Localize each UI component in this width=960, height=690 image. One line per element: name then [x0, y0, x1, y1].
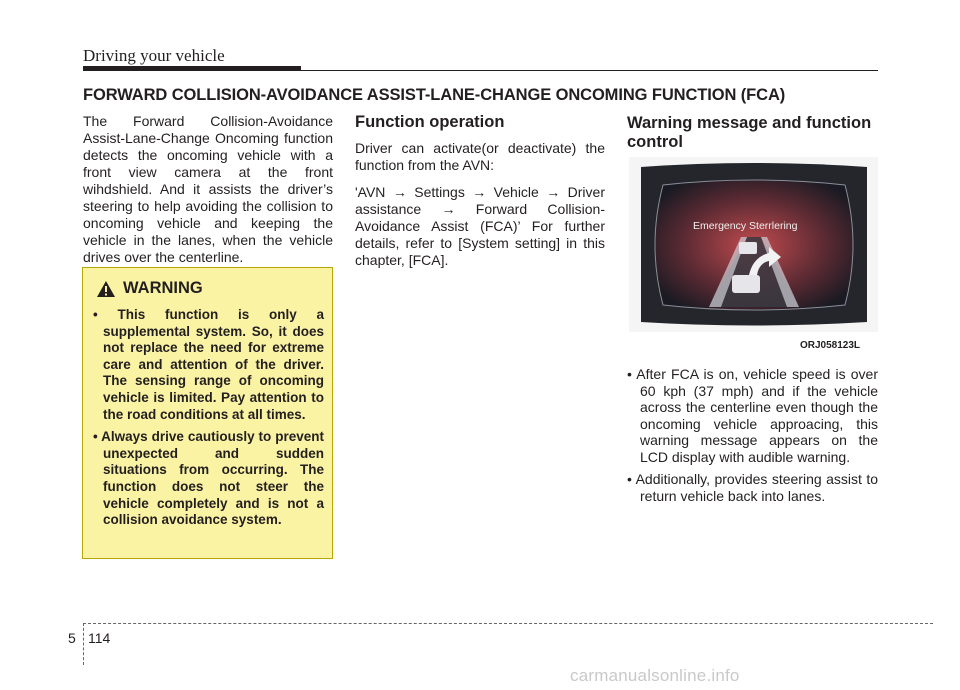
warning-item: • Always drive cautiously to prevent unexpected and sudden situations from occurring. The function does not steer the vehicle completely and is not a collision avoidance system.: [93, 429, 324, 528]
warning-title: WARNING: [123, 279, 203, 297]
warning-box: [82, 267, 333, 559]
section-label: Driving your vehicle: [83, 46, 225, 65]
cluster-display-figure: [629, 157, 878, 332]
function-operation-heading: Function operation: [355, 113, 505, 131]
footer-divider: [83, 623, 84, 665]
page-number: 114: [88, 630, 111, 646]
function-operation-para1: Driver can activate(or deactivate) the function from the AVN:: [355, 140, 605, 173]
cluster-display-text: Emergency Sterrlering: [693, 220, 798, 232]
warning-list: [93, 307, 324, 535]
header-rule: [83, 70, 878, 71]
warning-header: [97, 279, 203, 298]
warning-item: • This function is only a supplemental system. So, it does not replace the need for extreme care and attention of the driver. The sensing range of oncoming vehicle is limited. Pay attention to the road conditions at all times.: [93, 307, 324, 422]
warning-message-heading: Warning message and function control: [627, 114, 872, 151]
intro-paragraph: The Forward Collision-Avoidance Assist-Lane-Change Oncoming function detects the oncoming vehicle with a front view camera at the front wihdshield. And it assists the driver’s steering to help avoiding the collision to oncoming vehicle and keeping the vehicle in the lanes, when the vehicle drives over the centerline.: [83, 113, 333, 265]
chapter-number: 5: [68, 630, 76, 646]
bullet-item: • Additionally, provides steering assist to return vehicle back into lanes.: [627, 471, 878, 504]
bullet-item: • After FCA is on, vehicle speed is over 60 kph (37 mph) and if the vehicle across the centerline even though the oncoming vehicle approacing, this warning message appears on the LCD display with audible warning.: [627, 366, 878, 465]
function-operation-para2: 'AVN → Settings → Vehicle → Driver assistance → Forward Collision-Avoidance Assist (FCA)’ For further details, refer to [System setting] in this chapter, [FCA].: [355, 184, 605, 268]
cluster-display-image: [629, 157, 878, 332]
warning-triangle-icon: [97, 281, 115, 297]
footer-rule: [83, 623, 933, 624]
function-operation-section: [355, 113, 605, 279]
figure-label: ORJ058123L: [800, 340, 861, 351]
warning-message-bullets: [627, 366, 878, 510]
page-title: FORWARD COLLISION-AVOIDANCE ASSIST-LANE-CHANGE ONCOMING FUNCTION (FCA): [83, 86, 786, 104]
watermark: carmanualsonline.info: [570, 666, 740, 685]
